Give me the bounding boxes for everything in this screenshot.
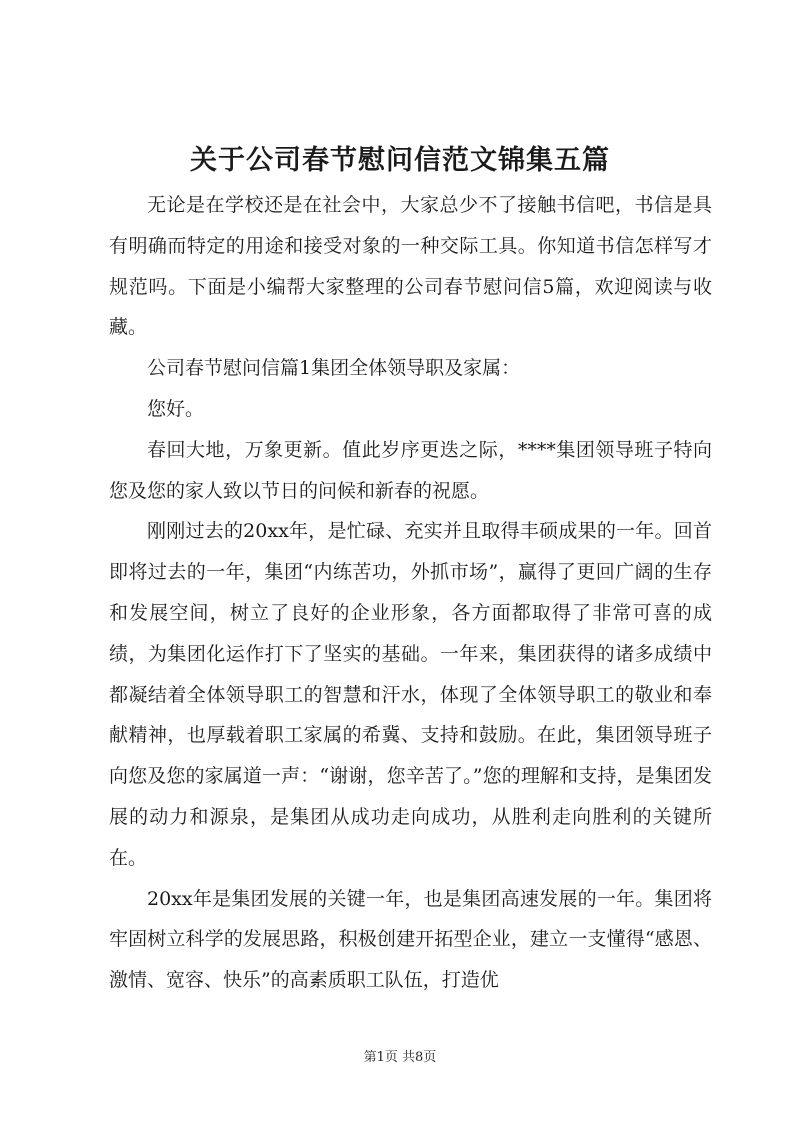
paragraph-intro: 无论是在学校还是在社会中，大家总少不了接触书信吧，书信是具有明确而特定的用途和接受对象的一种交际工具。你知道书信怎样写才规范吗。下面是小编帮大家整理的公司春节慰问信5篇，欢迎阅读与收藏。	[109, 194, 712, 339]
paragraph-next-year-plan: 20xx年是集团发展的关键一年，也是集团高速发展的一年。集团将牢固树立科学的发展思路，积极创建开拓型企业，建立一支懂得“感恩、激情、宽容、快乐”的高素质职工队伍，打造优	[109, 887, 712, 992]
document-body	[109, 185, 712, 1001]
paragraph-letter-heading: 公司春节慰问信篇1集团全体领导职及家属：	[147, 357, 521, 380]
paragraph-greeting: 您好。	[147, 397, 205, 420]
page-footer: 第1页 共8页	[363, 1050, 437, 1065]
document-title: 关于公司春节慰问信范文锦集五篇	[190, 145, 610, 176]
paragraph-new-year-wishes: 春回大地，万象更新。值此岁序更迭之际，****集团领导班子特向您及您的家人致以节日的问候和新春的祝愿。	[109, 438, 712, 502]
paragraph-year-review: 刚刚过去的20xx年，是忙碌、充实并且取得丰硕成果的一年。回首即将过去的一年，集团“内练苦功，外抓市场”，赢得了更回广阔的生存和发展空间，树立了良好的企业形象，各方面都取得了非常可喜的成绩，为集团化运作打下了坚实的基础。一年来，集团获得的诸多成绩中都凝结着全体领导职工的智慧和汗水，体现了全体领导职工的敬业和奉献精神，也厚载着职工家属的希冀、支持和鼓励。在此，集团领导班子向您及您的家属道一声：“谢谢，您辛苦了。”您的理解和支持，是集团发展的动力和源泉，是集团从成功走向成功，从胜利走向胜利的关键所在。	[109, 520, 712, 869]
